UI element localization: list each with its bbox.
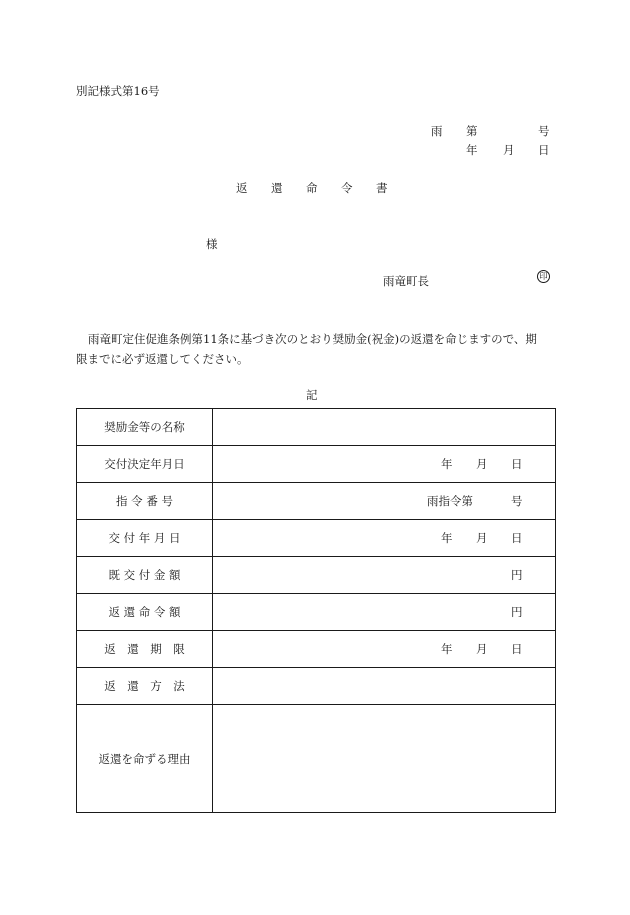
row-value: [213, 668, 556, 705]
reference-middle: 第: [466, 124, 478, 138]
row-label: 既 交 付 金 額: [77, 557, 213, 594]
title-char: 令: [341, 181, 353, 195]
month-unit: 月: [476, 642, 488, 656]
row-value: [213, 631, 556, 668]
body-line-2: 限までに必ず返還してください。: [76, 352, 249, 366]
ki-heading: 記: [306, 388, 318, 402]
yen-unit: 円: [511, 605, 523, 619]
issue-year: 年: [466, 143, 478, 157]
table-row: [77, 631, 556, 668]
table-row: [77, 483, 556, 520]
table-row: [77, 594, 556, 631]
row-label: 返 還 期 限: [77, 631, 213, 668]
row-value: [213, 557, 556, 594]
row-label: 返 還 方 法: [77, 668, 213, 705]
month-unit: 月: [476, 457, 488, 471]
table-row: [77, 668, 556, 705]
reference-prefix: 雨: [431, 124, 443, 138]
row-value: [213, 705, 556, 813]
title-char: 命: [306, 181, 318, 195]
reference-suffix: 号: [538, 124, 550, 138]
row-value: [213, 520, 556, 557]
table-row: [77, 705, 556, 813]
title-char: 書: [376, 181, 388, 195]
issue-month: 月: [503, 143, 515, 157]
row-label: 交付決定年月日: [77, 446, 213, 483]
row-label: 指 令 番 号: [77, 483, 213, 520]
row-value: [213, 483, 556, 520]
title-char: 返: [236, 181, 248, 195]
issuer-name: 雨竜町長: [383, 274, 429, 288]
title-char: 還: [271, 181, 283, 195]
order-prefix: 雨指令第: [427, 494, 473, 508]
body-text: [76, 329, 554, 369]
table-row: [77, 409, 556, 446]
day-unit: 日: [511, 531, 523, 545]
row-label: 交 付 年 月 日: [77, 520, 213, 557]
year-unit: 年: [441, 457, 453, 471]
seal-mark: 印: [537, 270, 550, 283]
year-unit: 年: [441, 642, 453, 656]
year-unit: 年: [441, 531, 453, 545]
row-value: [213, 409, 556, 446]
table-row: [77, 557, 556, 594]
row-label: 返還を命ずる理由: [77, 705, 213, 813]
row-value: [213, 594, 556, 631]
form-number: 別記様式第16号: [76, 84, 160, 98]
yen-unit: 円: [511, 568, 523, 582]
order-suffix: 号: [511, 494, 523, 508]
day-unit: 日: [511, 642, 523, 656]
row-value: [213, 446, 556, 483]
table-row: [77, 520, 556, 557]
table-row: [77, 446, 556, 483]
details-table: [76, 408, 556, 813]
row-label: 返 還 命 令 額: [77, 594, 213, 631]
body-line-1: 雨竜町定住促進条例第11条に基づき次のとおり奨励金(祝金)の返還を命じますので、期: [88, 332, 537, 346]
month-unit: 月: [476, 531, 488, 545]
day-unit: 日: [511, 457, 523, 471]
addressee-suffix: 様: [206, 237, 218, 251]
issue-day: 日: [538, 143, 550, 157]
row-label: 奨励金等の名称: [77, 409, 213, 446]
